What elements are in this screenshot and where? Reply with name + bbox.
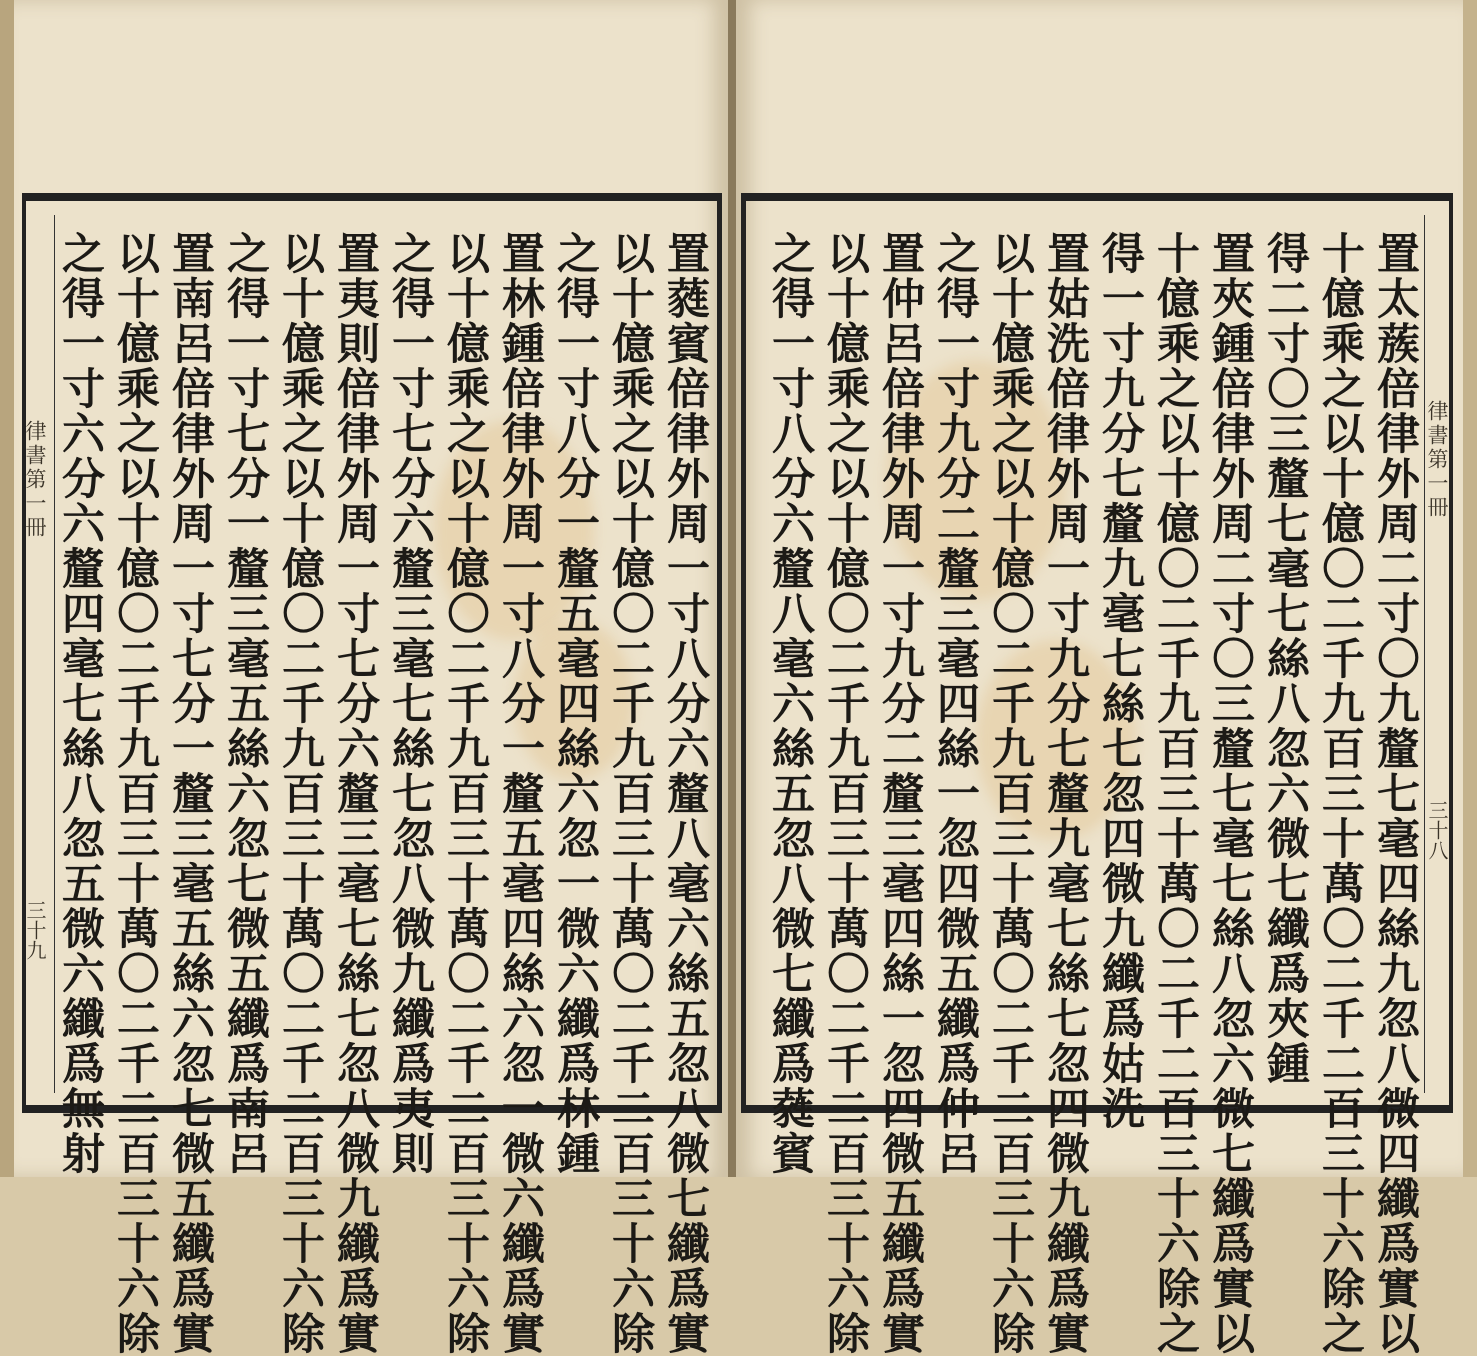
text-column: 置林鍾倍律外周一寸八分一釐五毫四絲六忽一微六纖爲實 <box>495 231 545 1356</box>
text-column: 以十億乘之以十億〇二千九百三十萬〇二千二百三十六除 <box>110 231 160 1356</box>
text-column: 之得一寸九分二釐三毫四絲一忽四微五纖爲仲呂 <box>930 231 980 1176</box>
left-text-frame <box>22 193 722 1356</box>
text-column: 置夷則倍律外周一寸七分六釐三毫七絲七忽八微九纖爲實 <box>330 231 380 1356</box>
text-column: 置姑洗倍律外周一寸九分七釐九毫七絲七忽四微九纖爲實 <box>1040 231 1090 1356</box>
text-column: 以十億乘之以十億〇二千九百三十萬〇二千二百三十六除 <box>820 231 870 1356</box>
left-book-edge <box>0 0 14 1177</box>
fold-title-left: 律書第一冊 <box>23 420 47 540</box>
text-column: 置南呂倍律外周一寸七分一釐三毫五絲六忽七微五纖爲實 <box>165 231 215 1356</box>
fold-title-right: 律書第一冊 <box>1425 400 1449 520</box>
text-column: 之得一寸八分一釐五毫四絲六忽一微六纖爲林鍾 <box>550 231 600 1176</box>
book-gutter <box>728 0 736 1177</box>
text-column: 以十億乘之以十億〇二千九百三十萬〇二千二百三十六除 <box>985 231 1035 1356</box>
text-column: 十億乘之以十億〇二千九百三十萬〇二千二百三十六除之 <box>1150 231 1200 1356</box>
right-text-frame <box>741 193 1453 1356</box>
text-column: 置仲呂倍律外周一寸九分二釐三毫四絲一忽四微五纖爲實 <box>875 231 925 1356</box>
text-column: 以十億乘之以十億〇二千九百三十萬〇二千二百三十六除 <box>605 231 655 1356</box>
text-column: 得二寸〇三釐七毫七絲八忽六微七纖爲夾鍾 <box>1260 231 1310 1086</box>
text-column: 之得一寸七分一釐三毫五絲六忽七微五纖爲南呂 <box>220 231 270 1176</box>
text-column: 得一寸九分七釐九毫七絲七忽四微九纖爲姑洗 <box>1095 231 1145 1131</box>
text-column: 置夾鍾倍律外周二寸〇三釐七毫七絲八忽六微七纖爲實以 <box>1205 231 1255 1356</box>
text-column: 之得一寸七分六釐三毫七絲七忽八微九纖爲夷則 <box>385 231 435 1176</box>
right-book-edge <box>1463 0 1477 1177</box>
folio-right: 三十八 <box>1425 800 1449 860</box>
text-column: 以十億乘之以十億〇二千九百三十萬〇二千二百三十六除 <box>440 231 490 1356</box>
text-column: 十億乘之以十億〇二千九百三十萬〇二千二百三十六除之 <box>1315 231 1365 1356</box>
folio-left: 三十九 <box>23 900 47 960</box>
frame-margin-line <box>1424 215 1425 1093</box>
text-column: 置蕤賓倍律外周一寸八分六釐八毫六絲五忽八微七纖爲實 <box>660 231 710 1356</box>
text-column: 置太蔟倍律外周二寸〇九釐七毫四絲九忽八微四纖爲實以 <box>1370 231 1420 1356</box>
text-column: 之得一寸六分六釐四毫七絲八忽五微六纖爲無射 <box>55 231 105 1176</box>
text-column: 以十億乘之以十億〇二千九百三十萬〇二千二百三十六除 <box>275 231 325 1356</box>
text-column: 之得一寸八分六釐八毫六絲五忽八微七纖爲蕤賓 <box>765 231 815 1176</box>
